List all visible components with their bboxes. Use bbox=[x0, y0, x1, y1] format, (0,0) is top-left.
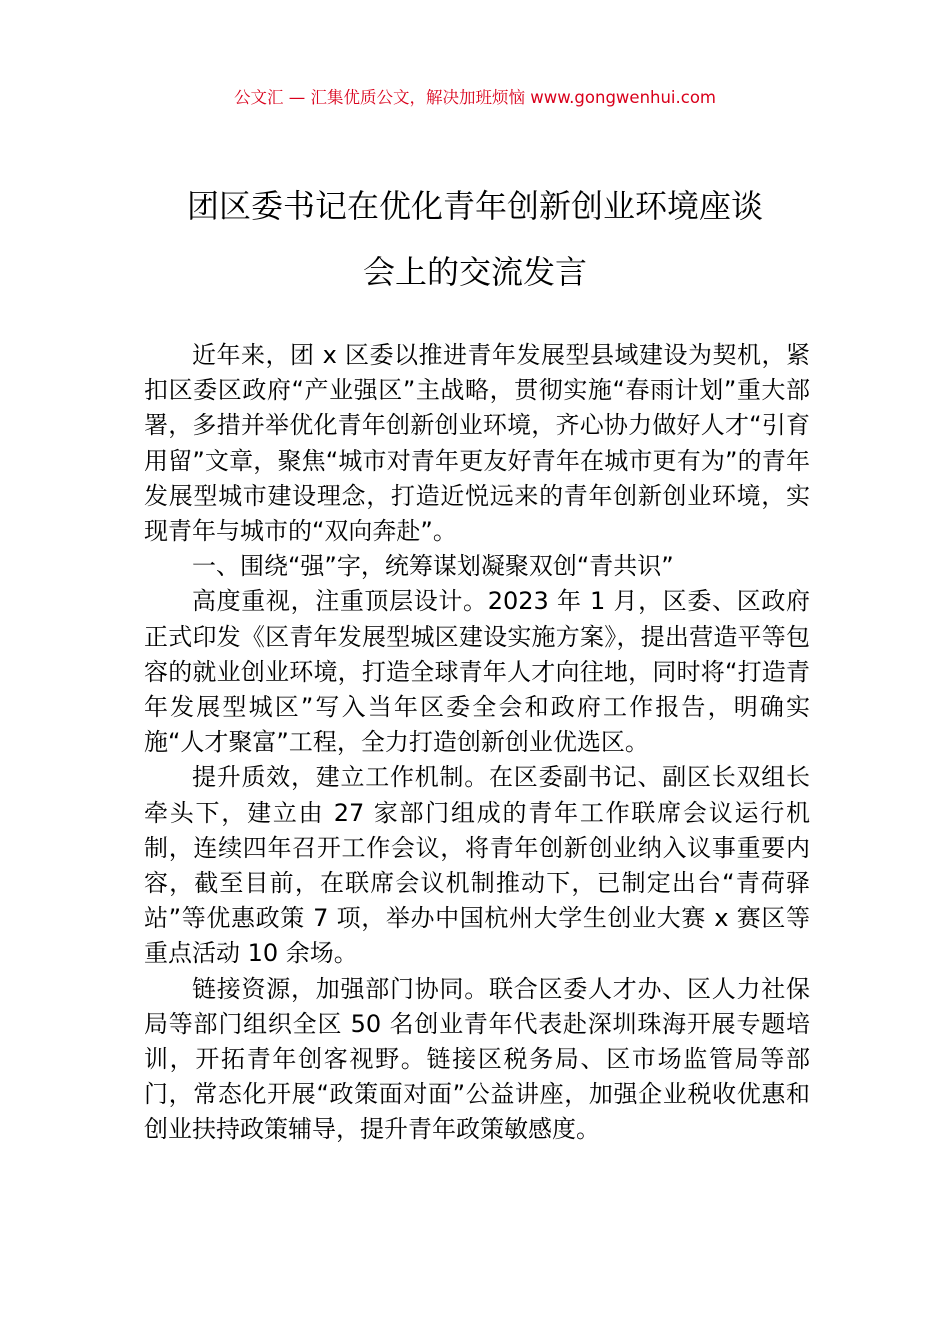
paragraph-intro: 近年来，团 x 区委以推进青年发展型县域建设为契机，紧扣区委区政府“产业强区”主战略，贯彻实施“春雨计划”重大部署，多措并举优化青年创新创业环境，齐心协力做好人才“引育用留”文章，聚焦“城市对青年更友好青年在城市更有为”的青年发展型城市建设理念，打造近悦远来的青年创新创业环境，实现青年与城市的“双向奔赴”。 bbox=[144, 341, 810, 546]
paragraph-work-mechanism: 提升质效，建立工作机制。在区委副书记、副区长双组长牵头下，建立由 27 家部门组成的青年工作联席会议运行机制，连续四年召开工作会议，将青年创新创业纳入议事重要内容，截至目前，在联席会议机制推动下，已制定出台“青荷驿站”等优惠政策 7 项，举办中国杭州大学生创业大赛 x 赛区等重点活动 10 余场。 bbox=[144, 763, 810, 968]
paragraph-top-design: 高度重视，注重顶层设计。2023 年 1 月，区委、区政府正式印发《区青年发展型城区建设实施方案》，提出营造平等包容的就业创业环境，打造全球青年人才向往地，同时将“打造青年发展型城区”写入当年区委全会和政府工作报告，明确实施“人才聚富”工程，全力打造创新创业优选区。 bbox=[144, 587, 810, 757]
paragraph-resource-linking: 链接资源，加强部门协同。联合区委人才办、区人力社保局等部门组织全区 50 名创业青年代表赴深圳珠海开展专题培训，开拓青年创客视野。链接区税务局、区市场监管局等部门，常态化开展“政策面对面”公益讲座，加强企业税收优惠和创业扶持政策辅导，提升青年政策敏感度。 bbox=[144, 974, 810, 1144]
header-watermark: 公文汇 — 汇集优质公文，解决加班烦恼 www.gongwenhui.com bbox=[233, 88, 717, 107]
title-line-1: 团区委书记在优化青年创新创业环境座谈 bbox=[186, 187, 763, 225]
title-line-2: 会上的交流发言 bbox=[362, 253, 587, 291]
document-title bbox=[130, 173, 820, 305]
document-body bbox=[144, 338, 810, 1148]
section-heading-1: 一、围绕“强”字，统筹谋划凝聚双创“青共识” bbox=[192, 552, 674, 581]
